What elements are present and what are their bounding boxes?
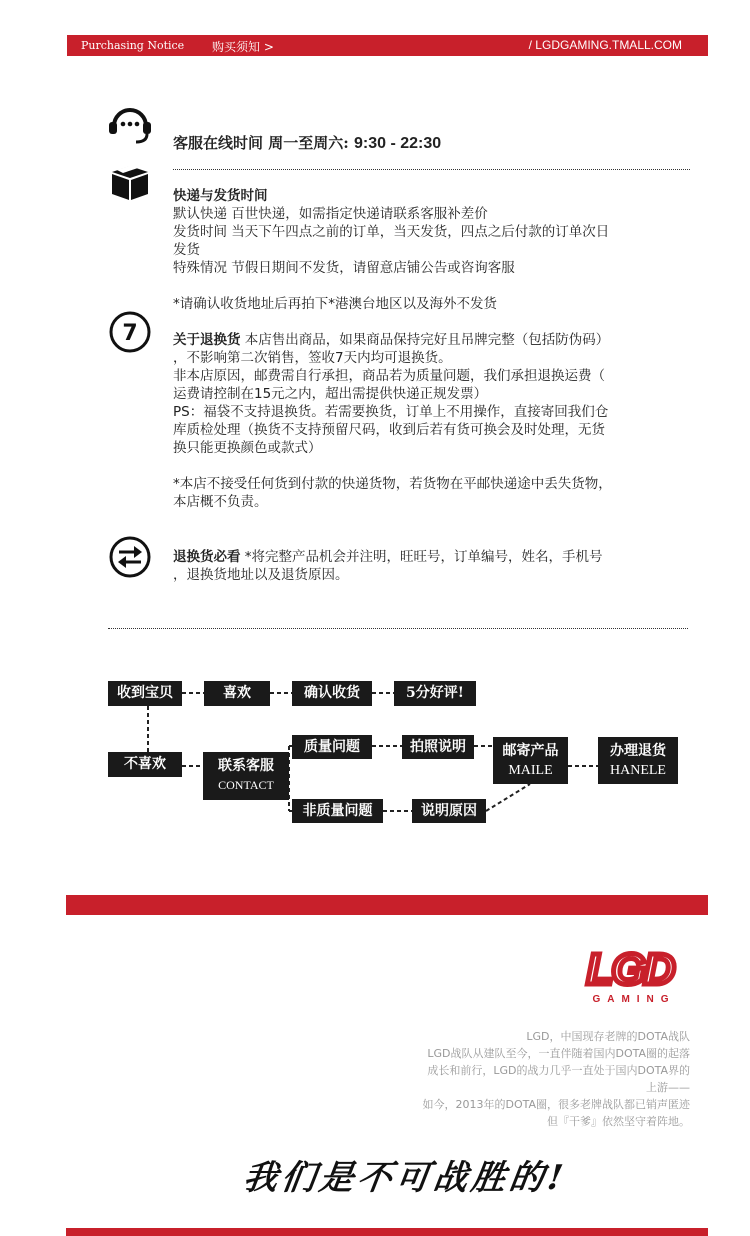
flow-quality: 质量问题 bbox=[292, 735, 372, 759]
flow-review: 5分好评! bbox=[394, 681, 476, 706]
flow-like: 喜欢 bbox=[204, 681, 270, 706]
slogan: 我们是不可战胜的! bbox=[240, 1158, 570, 1198]
story-line: 上游—— bbox=[646, 1081, 690, 1094]
returns-note: 本店概不负责。 bbox=[173, 494, 268, 510]
shipping-line: 发货时间 当天下午四点之前的订单，当天发货，四点之后付款的订单次日 bbox=[173, 224, 610, 240]
flow-contact: 联系客服 CONTACT bbox=[203, 752, 289, 800]
shipping-line: 特殊情况 节假日期间不发货，请留意店铺公告或咨询客服 bbox=[173, 260, 515, 276]
story-line: LGD，中国现存老牌的DOTA战队 bbox=[526, 1030, 690, 1043]
story-line: 但『干爹』依然坚守着阵地。 bbox=[547, 1115, 690, 1128]
store-url-link[interactable]: / LGDGAMING.TMALL.COM bbox=[528, 38, 682, 52]
story-line: 如今，2013年的DOTA圈，很多老牌战队都已销声匿迹 bbox=[422, 1098, 690, 1111]
brand-story bbox=[422, 1028, 690, 1130]
footer-bar bbox=[66, 1228, 708, 1236]
returns-line: PS：福袋不支持退换货。若需要换货，订单上不用操作，直接寄回我们仓 bbox=[173, 404, 609, 420]
flow-mail: 邮寄产品 MAILE bbox=[493, 737, 568, 784]
purchasing-notice-title: Purchasing Notice bbox=[81, 39, 185, 52]
flow-handle: 办理退货 HANELE bbox=[598, 737, 678, 784]
returns-line: 库质检处理（换货不支持预留尺码，收到后若有货可换会及时处理，无货 bbox=[173, 422, 605, 438]
exchange-line: *将完整产品机会并注明，旺旺号，订单编号，姓名，手机号 bbox=[240, 549, 603, 565]
returns-line: 非本店原因，邮费需自行承担，商品若为质量问题，我们承担退换运费（ bbox=[173, 368, 605, 384]
flow-received: 收到宝贝 bbox=[108, 681, 182, 706]
logo-text: LGD bbox=[586, 945, 674, 994]
story-line: 成长和前行，LGD的战力几乎一直处于国内DOTA界的 bbox=[427, 1064, 690, 1077]
returns-note: *本店不接受任何货到付款的快递货物，若货物在平邮快递途中丢失货物， bbox=[173, 476, 612, 492]
returns-line: 运费请控制在15元之内，超出需提供快递正规发票） bbox=[173, 386, 488, 402]
exchange-heading: 退换货必看 bbox=[173, 549, 241, 565]
story-line: LGD战队从建队至今，一直伴随着国内DOTA圈的起落 bbox=[427, 1047, 690, 1060]
svg-text:7: 7 bbox=[122, 321, 138, 346]
lgd-logo bbox=[566, 944, 694, 1006]
service-hours-label: 客服在线时间 周一至周六: bbox=[173, 134, 349, 152]
shipping-note: *请确认收货地址后再拍下*港澳台地区以及海外不发货 bbox=[173, 296, 497, 312]
returns-line: ，不影响第二次销售，签收7天内均可退换货。 bbox=[173, 350, 452, 366]
flow-dislike: 不喜欢 bbox=[108, 752, 182, 777]
shipping-line: 发货 bbox=[173, 242, 200, 258]
returns-line: 换只能更换颜色或款式） bbox=[173, 440, 322, 456]
shipping-heading: 快递与发货时间 bbox=[173, 188, 268, 204]
section-divider-bar bbox=[66, 895, 708, 915]
flow-non-quality: 非质量问题 bbox=[292, 799, 383, 823]
shipping-line: 默认快递 百世快递，如需指定快递请联系客服补差价 bbox=[173, 206, 488, 222]
service-hours-time: 9:30 - 22:30 bbox=[354, 135, 442, 152]
returns-line: 本店售出商品，如果商品保持完好且吊牌完整（包括防伪码） bbox=[240, 332, 610, 348]
flow-explain: 说明原因 bbox=[412, 799, 486, 823]
purchasing-notice-link[interactable]: 购买须知 > bbox=[212, 40, 274, 54]
returns-heading: 关于退换货 bbox=[173, 332, 241, 348]
flow-photo: 拍照说明 bbox=[402, 735, 474, 759]
flow-confirm: 确认收货 bbox=[292, 681, 372, 706]
logo-sub: GAMING bbox=[592, 994, 676, 1005]
exchange-line: ，退换货地址以及退货原因。 bbox=[173, 567, 349, 583]
